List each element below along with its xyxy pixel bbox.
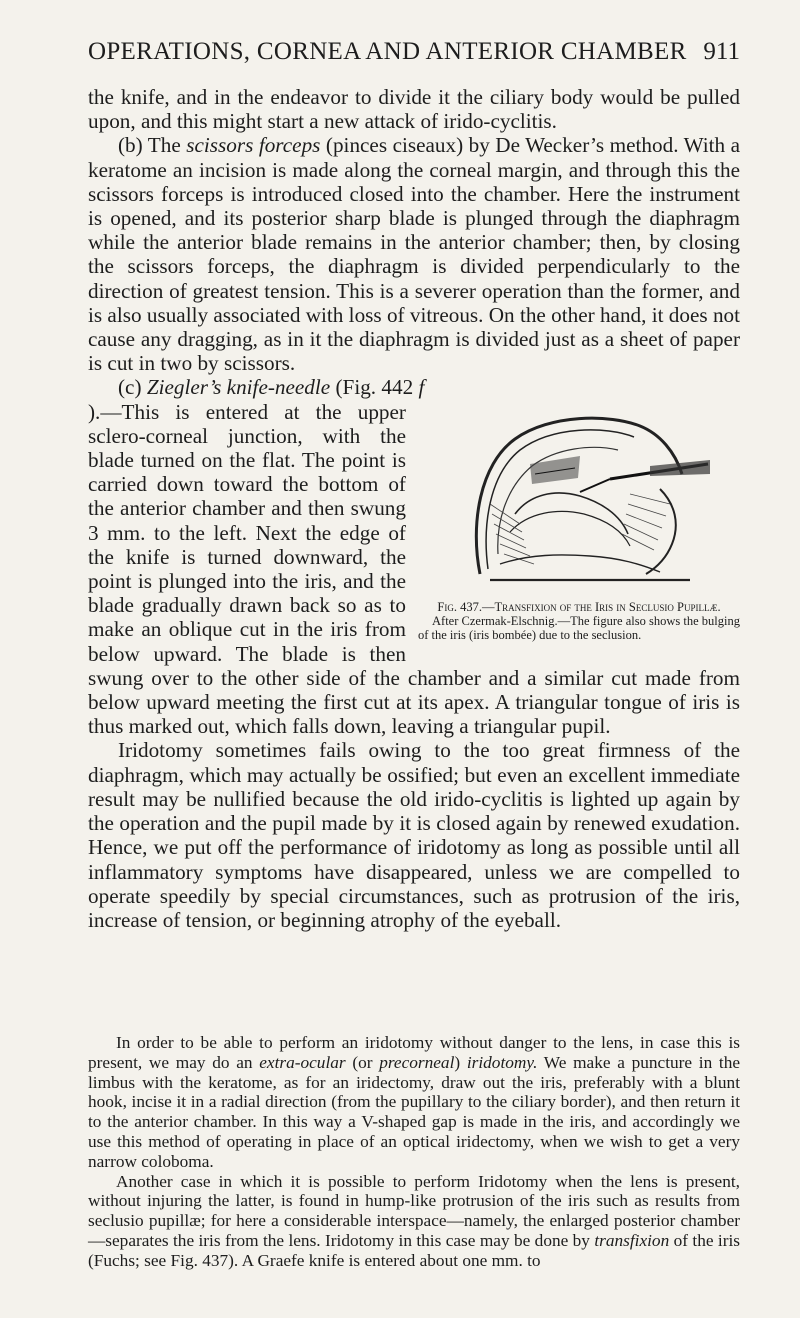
text-run: ) — [454, 1052, 467, 1072]
small-print-paragraph-transfixion — [88, 1172, 740, 1271]
paragraph-iridotomy-failure: Iridotomy sometimes fails owing to the too great firmness of the diaphragm, which may actually be ossified; but even an excellent immediate result may be nullified because the old irido-cyclitis is lighted up again by the operation and the pupil made by it is closed again by renewed exudation. Hence, we put off the performance of iridotomy as long as possible until all inflammatory symptoms have disappeared, unless we are compelled to operate speedily by special circumstances, such as protrusion of the iris, increase of tension, or beginning atrophy of the eyeball. — [88, 738, 740, 932]
paragraph-scissors-forceps — [88, 133, 740, 375]
figure-437 — [418, 404, 740, 642]
text-run: Another case in which it is possible to perform Iridotomy when the lens is present, without injuring the latter, is found in hump-like protrusion of the iris such as results from seclusio pupillæ; for here a considerable interspace—namely, the enlarged posterior chamber—separates the iris from the lens. Iridotomy in this case may be done by — [88, 1171, 740, 1250]
small-print-section — [88, 1033, 740, 1271]
text-run: (or — [345, 1052, 380, 1072]
small-print-paragraph-extraocular — [88, 1033, 740, 1172]
figure-reference: (Fig. 442 — [330, 375, 419, 400]
text-run: of the iris (Fuchs; see Fig. 437). A Graefe knife is entered about one mm. to — [88, 1230, 740, 1270]
iris-transfixion-illustration — [460, 404, 718, 594]
text-run: In order to be able to perform an iridotomy without danger to the lens, in case this is present, we may do an — [88, 1033, 740, 1072]
text-run: We make a puncture in the limbus with the keratome, as for an iridectomy, draw out the iris, preferably with a blunt hook, incise it in a radial direction (from the pupillary to the ciliary border), and then return it to the anterior chamber. In this way a V-shaped gap is made in the iris, and accordingly we use this method of operating in place of an optical iridectomy, when we wish to get a very narrow coloboma. — [88, 1052, 741, 1171]
term-iridotomy: iridotomy. — [466, 1052, 538, 1072]
term-scissors-forceps: scissors forceps — [186, 133, 321, 158]
term-precorneal: precorneal — [379, 1052, 455, 1072]
figure-caption-title: Fig. 437.—Transfixion of the Iris in Seclusio Pupillæ. — [437, 599, 721, 614]
paragraph-continuation: the knife, and in the endeavor to divide it the ciliary body would be pulled upon, and this might start a new attack of irido-cyclitis. — [88, 85, 740, 134]
figure-reference-letter: f — [418, 375, 425, 400]
paragraph-knife-needle — [88, 375, 740, 399]
page-number: 911 — [703, 38, 740, 65]
paragraph-body: ).—This is entered at the upper sclero-corneal junction, with the blade turned on the flat. The point is carried down toward the bottom of the anterior chamber and then swung 3 mm. to the left. Next the edge of the knife is turned downward, the point is plunged into the iris, and the blade gradually drawn back so as to make an oblique cut in the iris from below upward. The blade is then swung over to the other side of the chamber and a similar cut made from below upward meeting the first cut at its apex. A triangular tongue of iris is thus marked out, which falls down, leaving a triangular pupil. — [88, 399, 740, 739]
term-extra-ocular: extra-ocular — [259, 1052, 346, 1072]
running-title: OPERATIONS, CORNEA AND ANTERIOR CHAMBER — [88, 38, 687, 65]
paragraph-body: (pinces ciseaux) by De Wecker’s method. With a keratome an incision is made along the corneal margin, and through this the scissors forceps is introduced closed into the chamber. Here the instrument is opened, and its posterior sharp blade is plunged through the diaphragm while the anterior blade remains in the anterior chamber; then, by closing the scissors forceps, the diaphragm is divided perpendicularly to the direction of greatest tension. This is a severer operation than the former, and is also usually associated with loss of vitreous. On the other hand, it does not cause any dragging, as in it the diaphragm is divided just as a sheet of paper is cut in two by scissors. — [88, 133, 741, 376]
term-knife-needle: Ziegler’s knife-needle — [146, 375, 331, 400]
paragraph-lead: (c) — [118, 375, 147, 400]
paragraph-lead: (b) The — [118, 133, 187, 158]
running-head — [88, 38, 740, 74]
main-text — [88, 85, 740, 932]
figure-caption — [418, 600, 740, 642]
figure-caption-note: After Czermak-Elschnig.—The figure also shows the bulging of the iris (iris bombée) due to the seclusion. — [418, 613, 740, 642]
term-transfixion: transfixion — [594, 1230, 670, 1250]
